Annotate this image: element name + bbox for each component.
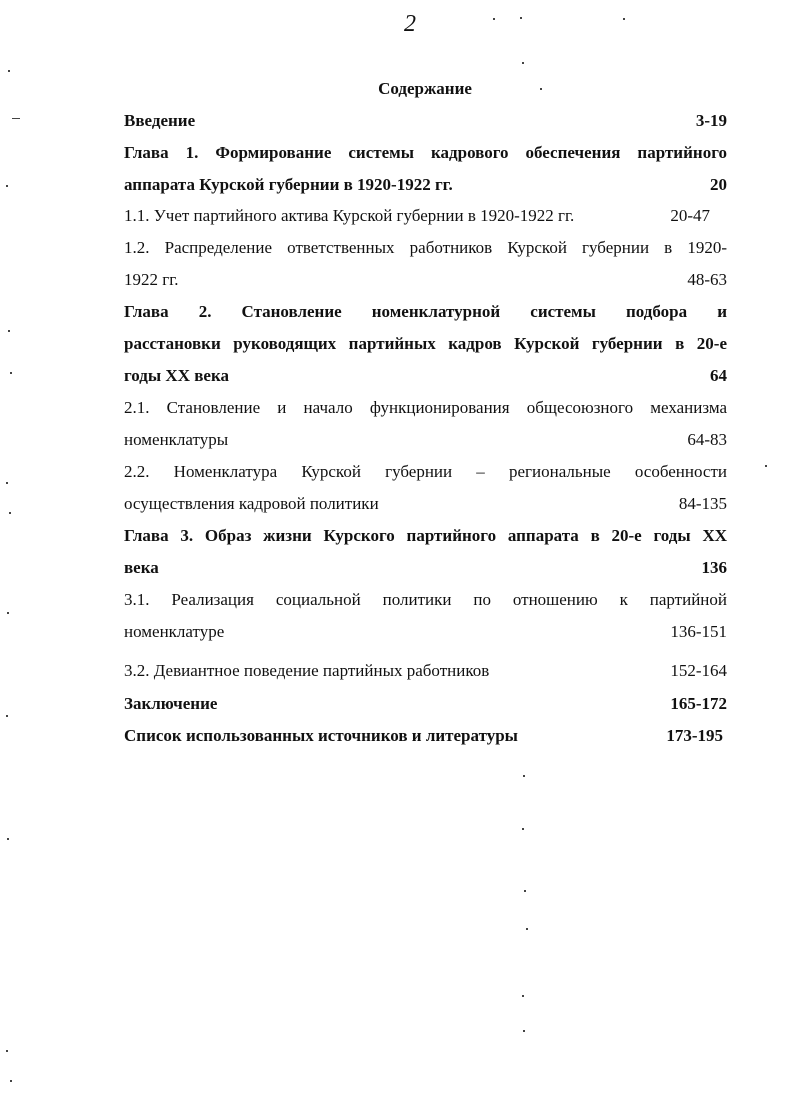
toc-entry-text: годы XX века bbox=[124, 366, 229, 385]
toc-entry-text: 1.2. Распределение ответственных работников Курской губернии в 1920- bbox=[124, 238, 727, 257]
toc-entry-text: Глава 1. Формирование системы кадрового обеспечения партийного bbox=[124, 143, 727, 162]
toc-entry-conclusion bbox=[124, 688, 727, 720]
toc-entry-chapter-1 bbox=[124, 137, 727, 201]
toc-entry-section-2-1 bbox=[124, 392, 727, 456]
toc-entry-text: номенклатуре bbox=[124, 622, 225, 641]
toc-entry-pages: 136 bbox=[701, 558, 727, 577]
toc-entry-text: 1922 гг. bbox=[124, 270, 179, 289]
toc-entry-text: Заключение bbox=[124, 694, 218, 713]
toc-entry-text: 2.1. Становление и начало функционирования общесоюзного механизма bbox=[124, 398, 727, 417]
toc-entry-text: Список использованных источников и литературы bbox=[124, 726, 518, 745]
toc-entry-text: 3.1. Реализация социальной политики по отношению к партийной bbox=[124, 590, 727, 609]
toc-entry-text: номенклатуры bbox=[124, 430, 229, 449]
toc-entry-section-3-2 bbox=[124, 655, 727, 687]
toc-title: Содержание bbox=[378, 79, 472, 98]
toc-entry-section-1-1 bbox=[124, 200, 710, 232]
toc-entry-pages: 136-151 bbox=[670, 622, 727, 641]
toc-entry-pages: 3-19 bbox=[695, 111, 727, 130]
toc-entry-text: Введение bbox=[124, 111, 196, 130]
toc-entry-pages: 20 bbox=[710, 175, 727, 194]
toc-entry-text: аппарата Курской губернии в 1920-1922 гг. bbox=[124, 175, 453, 194]
handwritten-page-number: 2 bbox=[404, 11, 416, 37]
toc-entry-pages: 48-63 bbox=[687, 270, 727, 289]
toc-entry-chapter-3 bbox=[124, 520, 727, 584]
toc-entry-introduction bbox=[124, 105, 727, 137]
toc-entry-references bbox=[124, 720, 723, 752]
toc-entry-chapter-2 bbox=[124, 296, 727, 392]
toc-entry-text: века bbox=[124, 558, 159, 577]
toc-entry-text: 2.2. Номенклатура Курской губернии – региональные особенности bbox=[124, 462, 727, 481]
toc-entry-text: Глава 2. Становление номенклатурной системы подбора и bbox=[124, 302, 727, 321]
toc-entry-pages: 173-195 bbox=[666, 726, 723, 745]
toc-entry-text: расстановки руководящих партийных кадров Курской губернии в 20-е bbox=[124, 334, 727, 353]
toc-entry-pages: 165-172 bbox=[670, 694, 727, 713]
toc-entry-pages: 64 bbox=[710, 366, 727, 385]
toc-entry-text: 3.2. Девиантное поведение партийных работников bbox=[124, 661, 490, 680]
toc-entry-text: осуществления кадровой политики bbox=[124, 494, 379, 513]
toc-entry-pages: 20-47 bbox=[670, 206, 710, 225]
toc-entry-text: Глава 3. Образ жизни Курского партийного аппарата в 20-е годы XX bbox=[124, 526, 727, 545]
toc-entry-pages: 64-83 bbox=[687, 430, 727, 449]
toc-entry-text: 1.1. Учет партийного актива Курской губернии в 1920-1922 гг. bbox=[124, 206, 575, 225]
toc-entry-section-1-2 bbox=[124, 232, 727, 296]
toc-entry-section-2-2 bbox=[124, 456, 727, 520]
toc-entry-pages: 152-164 bbox=[670, 661, 727, 680]
toc-entry-section-3-1 bbox=[124, 584, 727, 648]
toc-entry-pages: 84-135 bbox=[678, 494, 727, 513]
